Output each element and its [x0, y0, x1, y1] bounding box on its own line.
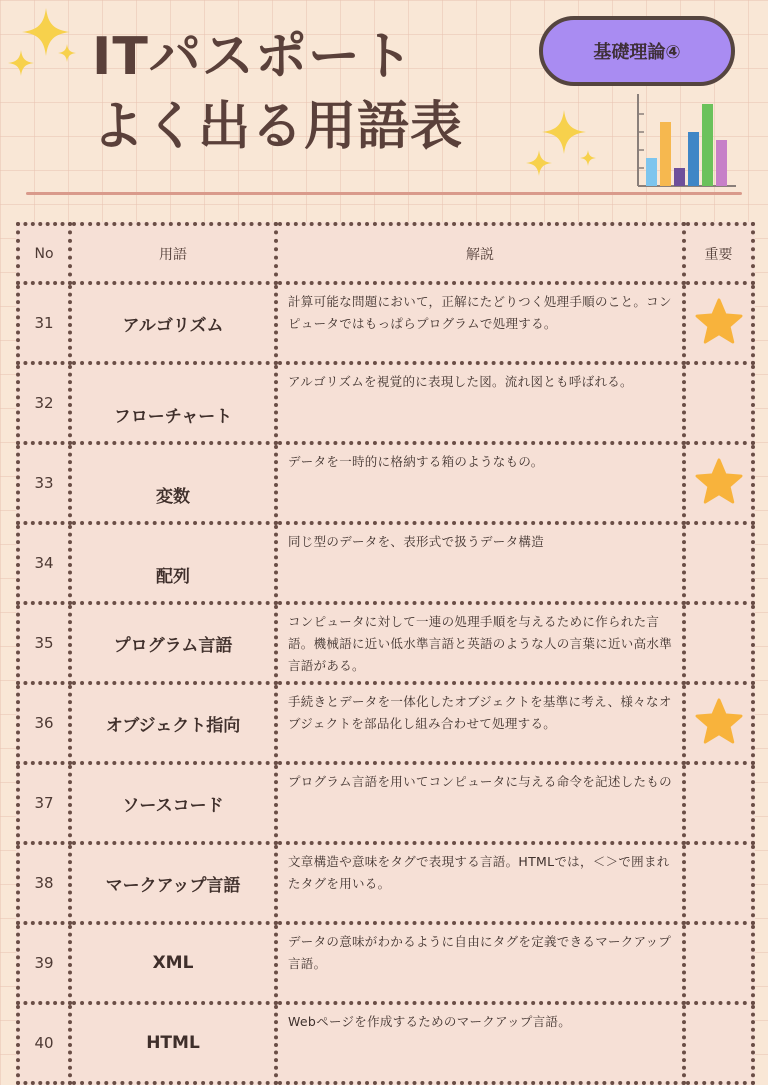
header-desc: 解説 — [276, 224, 684, 283]
row-desc: アルゴリズムを視覚的に表現した図。流れ図とも呼ばれる。 — [276, 363, 684, 443]
row-term: HTML — [70, 1003, 276, 1083]
table-row — [18, 1003, 753, 1083]
star-icon — [695, 298, 743, 344]
row-term — [70, 523, 276, 603]
row-desc: 手続きとデータを一体化したオブジェクトを基準に考え、様々なオブジェクトを部品化し組み合わせて処理する。 — [276, 683, 684, 763]
table-row — [18, 843, 753, 923]
row-term — [70, 443, 276, 523]
sparkle-icon — [542, 110, 586, 154]
row-important — [684, 683, 753, 763]
row-no: 38 — [18, 843, 70, 923]
row-important — [684, 1003, 753, 1083]
table-row — [18, 603, 753, 683]
page-title — [92, 22, 463, 162]
star-icon — [695, 458, 743, 504]
row-desc: コンピュータに対して一連の処理手順を与えるために作られた言語。機械語に近い低水準言語と英語のような人の言葉に近い高水準言語がある。 — [276, 603, 684, 683]
header-important: 重要 — [684, 224, 753, 283]
row-important — [684, 363, 753, 443]
row-important — [684, 843, 753, 923]
row-no: 33 — [18, 443, 70, 523]
row-desc: 文章構造や意味をタグで表現する言語。HTMLでは，＜＞で囲まれたタグを用いる。 — [276, 843, 684, 923]
row-important — [684, 923, 753, 1003]
table-row — [18, 283, 753, 363]
row-no: 34 — [18, 523, 70, 603]
sparkle-icon — [58, 44, 76, 62]
row-desc: Webページを作成するためのマークアップ言語。 — [276, 1003, 684, 1083]
row-term: ソースコード — [70, 763, 276, 843]
row-no: 40 — [18, 1003, 70, 1083]
header-term: 用語 — [70, 224, 276, 283]
table-row — [18, 923, 753, 1003]
row-important — [684, 523, 753, 603]
row-term-label: フローチャート — [113, 406, 233, 427]
row-term: マークアップ言語 — [70, 843, 276, 923]
row-desc: 同じ型のデータを、表形式で扱うデータ構造 — [276, 523, 684, 603]
row-term: プログラム言語 — [70, 603, 276, 683]
row-term: オブジェクト指向 — [70, 683, 276, 763]
header-divider — [26, 192, 742, 195]
row-no: 35 — [18, 603, 70, 683]
row-desc: データを一時的に格納する箱のようなもの。 — [276, 443, 684, 523]
category-badge: 基礎理論④ — [539, 16, 735, 86]
row-no: 36 — [18, 683, 70, 763]
sparkle-icon — [580, 150, 596, 166]
header-no: No — [18, 224, 70, 283]
row-term — [70, 363, 276, 443]
row-term: アルゴリズム — [70, 283, 276, 363]
row-no: 32 — [18, 363, 70, 443]
row-desc: 計算可能な問題において，正解にたどりつく処理手順のこと。コンピュータではもっぱらプログラムで処理する。 — [276, 283, 684, 363]
bar-chart-icon — [632, 94, 738, 190]
row-desc: データの意味がわかるように自由にタグを定義できるマークアップ言語。 — [276, 923, 684, 1003]
row-desc: プログラム言語を用いてコンピュータに与える命令を記述したもの — [276, 763, 684, 843]
table-row — [18, 363, 753, 443]
row-term-label: 変数 — [156, 486, 190, 507]
title-line-2: よく出る用語表 — [92, 97, 464, 157]
table-row — [18, 443, 753, 523]
table-row — [18, 683, 753, 763]
row-no: 31 — [18, 283, 70, 363]
row-term-label: 配列 — [156, 566, 190, 587]
row-important — [684, 763, 753, 843]
row-term: XML — [70, 923, 276, 1003]
row-important — [684, 443, 753, 523]
row-important — [684, 603, 753, 683]
sparkle-icon — [526, 150, 552, 176]
table-header-row — [18, 224, 753, 283]
row-no: 37 — [18, 763, 70, 843]
star-icon — [695, 698, 743, 744]
row-important — [684, 283, 753, 363]
glossary-table — [16, 222, 755, 1085]
title-line-1: ITパスポート — [92, 27, 414, 87]
table-row — [18, 763, 753, 843]
sparkle-icon — [8, 50, 34, 76]
row-no: 39 — [18, 923, 70, 1003]
table-row — [18, 523, 753, 603]
